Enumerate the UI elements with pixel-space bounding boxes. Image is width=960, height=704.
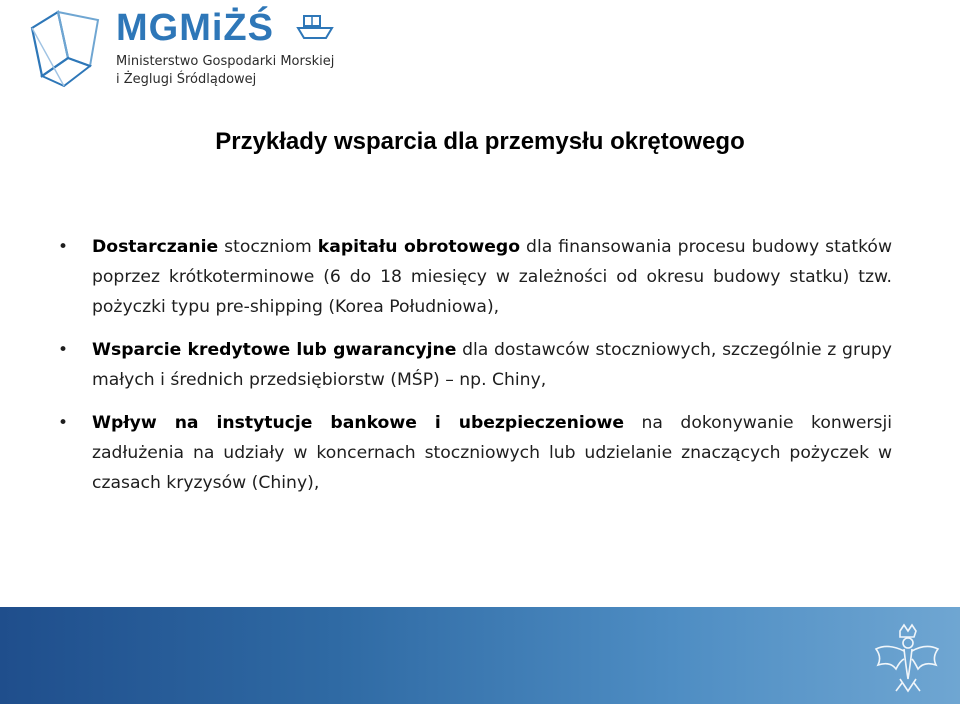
bullet-1-text-2: dla finansowania procesu budowy statków poprzez krótkoterminowe (6 do 18 miesięcy w zależności od okresu budowy statku) tzw. pożyczki typu pre-shipping (Korea Południowa), xyxy=(92,237,893,317)
bullet-3-text: na dokonywanie konwersji zadłużenia na udziały w koncernach stoczniowych lub udzielanie znaczących pożyczek w czasach kryzysów (Chiny), xyxy=(92,413,892,493)
slide-title: Przykłady wsparcia dla przemysłu okrętowego xyxy=(215,128,745,155)
footer-band xyxy=(0,607,960,704)
bullet-item xyxy=(58,335,892,395)
ministry-logo xyxy=(28,6,348,96)
logo-line-2: i Żeglugi Śródlądowej xyxy=(116,72,257,87)
logo-acronym: MGMiŻŚ xyxy=(116,7,274,49)
ship-icon xyxy=(296,12,334,42)
logo-line-1: Ministerstwo Gospodarki Morskiej xyxy=(116,54,335,69)
bullet-marker: • xyxy=(58,340,69,360)
bullet-1-text-1: stoczniom xyxy=(218,237,318,257)
bullet-2-text: dla dostawców stoczniowych, szczególnie z grupy małych i średnich przedsiębiorstw (MŚP) – np. Chiny, xyxy=(92,340,892,390)
bullet-item xyxy=(58,408,892,498)
bullet-1-bold-1: Dostarczanie xyxy=(92,237,219,257)
bullet-3-bold: Wpływ na instytucje bankowe i ubezpieczeniowe xyxy=(92,413,625,433)
bullet-item xyxy=(58,232,892,322)
bullet-2-bold: Wsparcie kredytowe lub gwarancyjne xyxy=(92,340,457,360)
bullet-list xyxy=(58,232,892,511)
eagle-emblem-icon xyxy=(870,621,942,697)
bullet-marker: • xyxy=(58,413,69,433)
bullet-1-bold-2: kapitału obrotowego xyxy=(317,237,521,257)
logo-mark-icon xyxy=(28,8,108,88)
bullet-marker: • xyxy=(58,237,69,257)
